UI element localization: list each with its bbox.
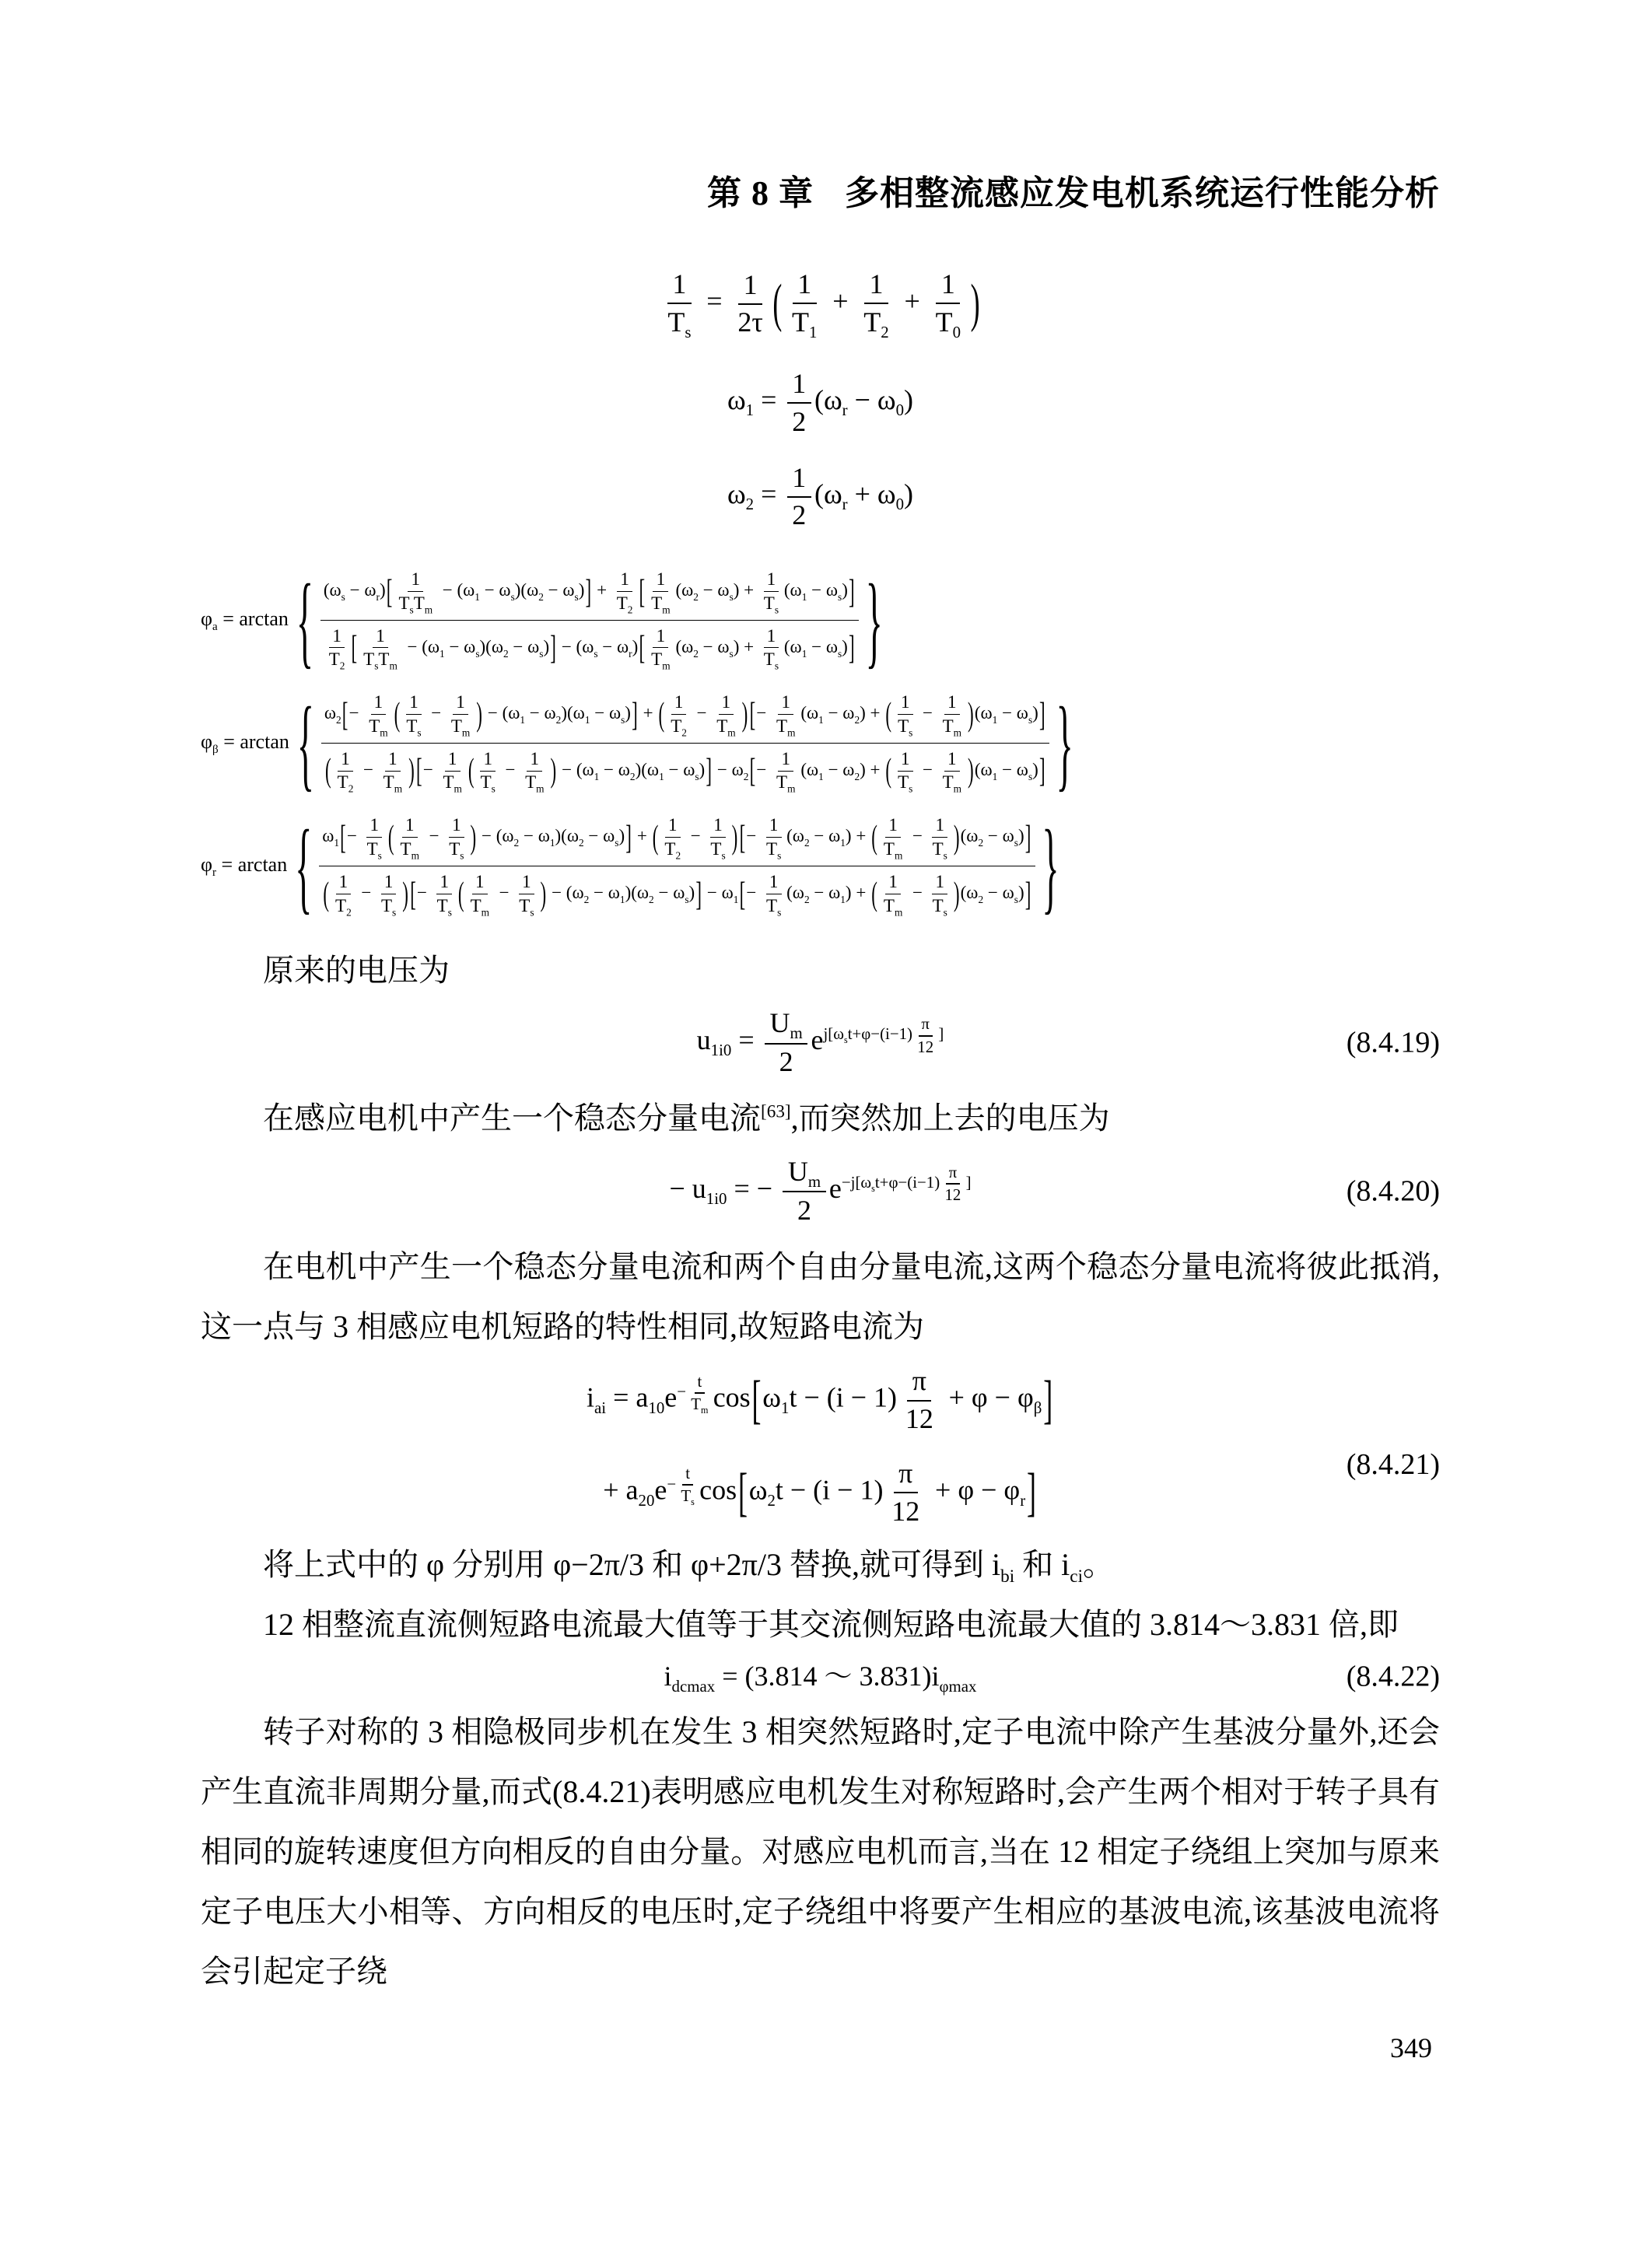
equation-phi-beta-numerator: $\omega_2[-$ $\frac{1}{T_m}$ ( $\frac{1}{T_s}$ − $\frac{1}{T_m}$ ) − $(\omega_1 - \omega_2)(\omega_1 - \omega_s)$] + ( $\frac{1}{T_2}$ − $\frac{1}{T_m}$ )[− $\frac{1}{T_m}$ $(\omega_1 - \omega_2)$ + ( $\frac{1}{T_s}$ − $\frac{1}{T_m}$ )$(\omega_1 - \omega_s)$] <box>321 691 1049 744</box>
right-brace: } <box>1042 808 1059 924</box>
right-brace: } <box>865 562 883 677</box>
paragraph-rotor-symmetric: 转子对称的 3 相隐极同步机在发生 3 相突然短路时,定子电流中除产生基波分量外,还会产生直流非周期分量,而式(8.4.21)表明感应电机发生对称短路时,会产生两个相对于转子具有相同的旋转速度但方向相反的自由分量。对感应电机而言,当在 12 相定子绕组上突加与原来定子电压大小相等、方向相反的电压时,定子绕组中将要产生相应的基波电流,该基波电流将会引起定子绕 <box>201 1714 1440 1989</box>
equation-phi-beta-lhs: $\varphi_\beta = \arctan$ <box>201 730 289 757</box>
left-brace: { <box>296 685 314 801</box>
equation-phi-r-fraction <box>319 814 1035 917</box>
equation-ts-math: $\frac{1}{T_s}$ = $\frac{1}{2\tau}$ ( $\frac{1}{T_1}$ + $\frac{1}{T_2}$ + $\frac{1}{T_0}$ ) <box>667 268 980 341</box>
equation-8-4-20 <box>201 1155 1440 1228</box>
equation-number-8-4-22: (8.4.22) <box>1346 1660 1440 1693</box>
equation-omega2 <box>201 461 1440 534</box>
equation-omega2-math: $\omega_2$ = $\frac{1}{2}$ $(\omega_r + \omega_0)$ <box>727 461 914 531</box>
equation-8-4-21-line1: $i_{ai} = a_{10}e^{- \frac{t}{T_m}}$ $\cos[\omega_1t - (i - 1)$ $\frac{\pi}{12}$ + $\varphi - \varphi_\beta$] <box>587 1365 1053 1435</box>
equation-number-8-4-21: (8.4.21) <box>1346 1448 1440 1482</box>
equation-8-4-21 <box>201 1364 1440 1528</box>
equation-8-4-19-math: $u_{1i0}$ = $\frac{U_m}{2}$ $e^{j[\omega_st+\varphi-(i-1) \frac{\pi}{12} ]}$ <box>696 1007 944 1078</box>
equation-phi-r-denominator: ( $\frac{1}{T_2}$ − $\frac{1}{T_s}$ )[− $\frac{1}{T_s}$ ( $\frac{1}{T_m}$ − $\frac{1}{T_s}$ ) − $(\omega_2 - \omega_1)(\omega_2 - \omega_s)] - \omega_1[-$ $\frac{1}{T_s}$ $(\omega_2 - \omega_1)$ + ( $\frac{1}{T_m}$ − $\frac{1}{T_s}$ )$(\omega_2 - \omega_s)$] <box>323 871 1031 919</box>
paragraph-original-voltage: 原来的电压为 <box>263 952 450 988</box>
equation-phi-a-lhs: $\varphi_a = \arctan$ <box>201 607 289 634</box>
left-brace: { <box>296 562 313 677</box>
chapter-label: 第 8 章 <box>707 174 814 212</box>
page-header <box>201 165 1440 215</box>
paragraph-substitute-phi: 将上式中的 φ 分别用 φ−2π/3 和 φ+2π/3 替换,就可得到 $i_{bi}$ 和 $i_{ci}$。 <box>263 1546 1115 1587</box>
equation-number-8-4-20: (8.4.20) <box>1346 1174 1440 1208</box>
equation-phi-r-lhs: $\varphi_r = \arctan$ <box>201 853 288 880</box>
paragraph-steady-free-components: 在电机中产生一个稳态分量电流和两个自由分量电流,这两个稳态分量电流将彼此抵消,这一点与 3 相感应电机短路的特性相同,故短路电流为 <box>201 1248 1440 1344</box>
equation-phi-beta <box>201 685 1440 801</box>
equation-8-4-20-math: − $u_{1i0}$ = − $\frac{U_m}{2}$ $e^{-j[\omega_st+\varphi-(i-1) \frac{\pi}{12} ]}$ <box>669 1155 972 1226</box>
paragraph-twelve-phase-ratio: 12 相整流直流侧短路电流最大值等于其交流侧短路电流最大值的 3.814～3.831 倍,即 <box>263 1606 1399 1642</box>
equation-ts-inverse <box>201 268 1440 341</box>
equation-phi-r-numerator: $\omega_1[-$ $\frac{1}{T_s}$ ( $\frac{1}{T_m}$ − $\frac{1}{T_s}$ ) − $(\omega_2 - \omega_1)(\omega_2 - \omega_s)$] + ( $\frac{1}{T_2}$ − $\frac{1}{T_s}$ )[− $\frac{1}{T_s}$ $(\omega_2 - \omega_1)$ + ( $\frac{1}{T_m}$ − $\frac{1}{T_s}$ )$(\omega_2 - \omega_s)$] <box>319 814 1035 866</box>
equation-omega1 <box>201 367 1440 439</box>
equation-8-4-22-math: $i_{dcmax} = (3.814$ ～ $3.831)i_{\varphi max}$ <box>664 1661 977 1696</box>
page-number: 349 <box>1390 2032 1432 2063</box>
equation-phi-a-denominator: $\frac{1}{T_2}$ [ 1 $T_sT_m$ − $(\omega_1 - \omega_s)(\omega_2 - \omega_s)] - (\omega_s - \omega_r)$[ $\frac{1}{T_m}$ $(\omega_2 - \omega_s)$ + $\frac{1}{T_s}$ $(\omega_1 - \omega_s)$] <box>328 625 855 672</box>
equation-phi-a-fraction <box>320 569 859 671</box>
equation-phi-a <box>201 562 1440 677</box>
equation-phi-a-numerator: $(\omega_s - \omega_r)$[ 1 $T_sT_m$ − $(\omega_1 - \omega_s)(\omega_2 - \omega_s)$] + $\frac{1}{T_2}$ [ $\frac{1}{T_m}$ $(\omega_2 - \omega_s)$ + $\frac{1}{T_s}$ $(\omega_1 - \omega_s)$] <box>320 569 859 621</box>
equation-8-4-21-line2: + $a_{20}e^{- \frac{t}{T_s}}$ $\cos[\omega_2t - (i - 1)$ $\frac{\pi}{12}$ + $\varphi - \varphi_r$] <box>603 1458 1036 1527</box>
equation-omega1-math: $\omega_1$ = $\frac{1}{2}$ $(\omega_r - \omega_0)$ <box>727 367 914 437</box>
equation-8-4-19 <box>201 1006 1440 1080</box>
equation-phi-beta-denominator: ( $\frac{1}{T_2}$ − $\frac{1}{T_m}$ )[− $\frac{1}{T_m}$ ( $\frac{1}{T_s}$ − $\frac{1}{T_m}$ ) − $(\omega_1 - \omega_2)(\omega_1 - \omega_s)] - \omega_2[-$ $\frac{1}{T_m}$ $(\omega_1 - \omega_2)$ + ( $\frac{1}{T_s}$ − $\frac{1}{T_m}$ )$(\omega_1 - \omega_s)$] <box>324 748 1045 796</box>
equation-phi-beta-fraction <box>321 691 1049 794</box>
right-brace: } <box>1056 685 1073 801</box>
equation-number-8-4-19: (8.4.19) <box>1346 1026 1440 1059</box>
equation-8-4-22 <box>201 1659 1440 1695</box>
equation-phi-r <box>201 808 1440 924</box>
left-brace: { <box>295 808 313 924</box>
paragraph-induction-current: 在感应电机中产生一个稳态分量电流[63],而突然加上去的电压为 <box>263 1101 1110 1136</box>
chapter-title: 多相整流感应发电机系统运行性能分析 <box>845 174 1440 212</box>
